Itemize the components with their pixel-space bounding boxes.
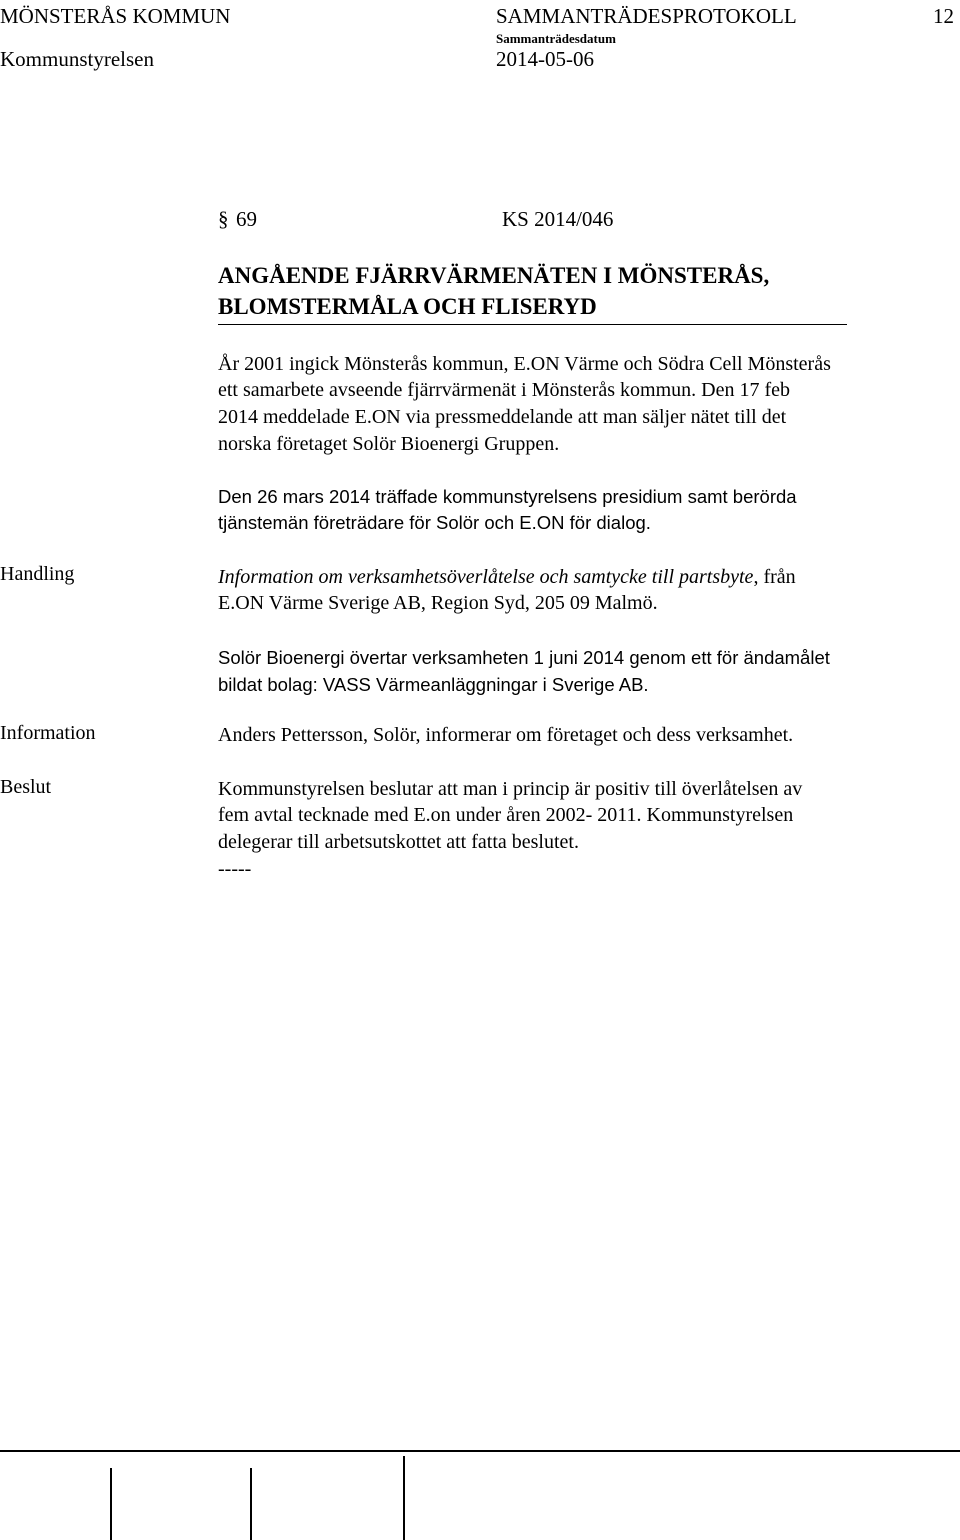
- paragraph-1-line-2: ett samarbete avseende fjärrvärmenät i Mönsterås kommun. Den 17 feb: [218, 379, 791, 401]
- section-title-line-1: ANGÅENDE FJÄRRVÄRMENÄTEN I MÖNSTERÅS,: [218, 263, 770, 288]
- beslut-line-1: Kommunstyrelsen beslutar att man i princip är positiv till överlåtelsen av: [218, 778, 803, 800]
- section-symbol: §: [218, 207, 229, 231]
- title-underline: [218, 324, 847, 325]
- handling-line-1-rest: , från: [753, 566, 796, 588]
- paragraph-3-line-1: Solör Bioenergi övertar verksamheten 1 juni 2014 genom ett för ändamålet: [218, 647, 830, 668]
- handling-line-1: [218, 564, 796, 590]
- header-body: Kommunstyrelsen: [0, 47, 154, 71]
- paragraph-2-line-2: tjänstemän företrädare för Solör och E.ON för dialog.: [218, 512, 651, 533]
- header-date-label: Sammanträdesdatum: [496, 31, 616, 46]
- header-org: MÖNSTERÅS KOMMUN: [0, 4, 231, 28]
- handling-label: Handling: [0, 563, 75, 585]
- beslut-line-2: fem avtal tecknade med E.on under åren 2002- 2011. Kommunstyrelsen: [218, 804, 794, 826]
- beslut-label: Beslut: [0, 776, 52, 798]
- information-label: Information: [0, 722, 96, 744]
- header-date: 2014-05-06: [496, 47, 594, 71]
- signature-box-top-rule: [0, 1450, 960, 1452]
- signature-box-divider-2: [250, 1468, 252, 1540]
- paragraph-1-line-3: 2014 meddelade E.ON via pressmeddelande att man säljer nätet till det: [218, 406, 787, 428]
- information-text: Anders Pettersson, Solör, informerar om företaget och dess verksamhet.: [218, 724, 794, 746]
- header-page-number: 12: [933, 4, 954, 28]
- header-doc-type: SAMMANTRÄDESPROTOKOLL: [496, 4, 797, 28]
- case-number: KS 2014/046: [502, 207, 614, 231]
- signature-box-divider-1: [110, 1468, 112, 1540]
- signature-box-divider-3: [403, 1456, 405, 1540]
- paragraph-1-line-4: norska företaget Solör Bioenergi Gruppen.: [218, 433, 560, 455]
- handling-line-2: E.ON Värme Sverige AB, Region Syd, 205 09 Malmö.: [218, 592, 658, 614]
- paragraph-1-line-1: År 2001 ingick Mönsterås kommun, E.ON Värme och Södra Cell Mönsterås: [218, 353, 831, 375]
- section-number: 69: [236, 207, 257, 231]
- paragraph-3-line-2: bildat bolag: VASS Värmeanläggningar i Sverige AB.: [218, 674, 649, 695]
- section-title-line-2: BLOMSTERMÅLA OCH FLISERYD: [218, 294, 597, 319]
- end-mark: -----: [218, 858, 252, 880]
- handling-document-title: Information om verksamhetsöverlåtelse och samtycke till partsbyte: [218, 566, 754, 588]
- beslut-line-3: delegerar till arbetsutskottet att fatta beslutet.: [218, 831, 579, 853]
- paragraph-2-line-1: Den 26 mars 2014 träffade kommunstyrelsens presidium samt berörda: [218, 486, 797, 507]
